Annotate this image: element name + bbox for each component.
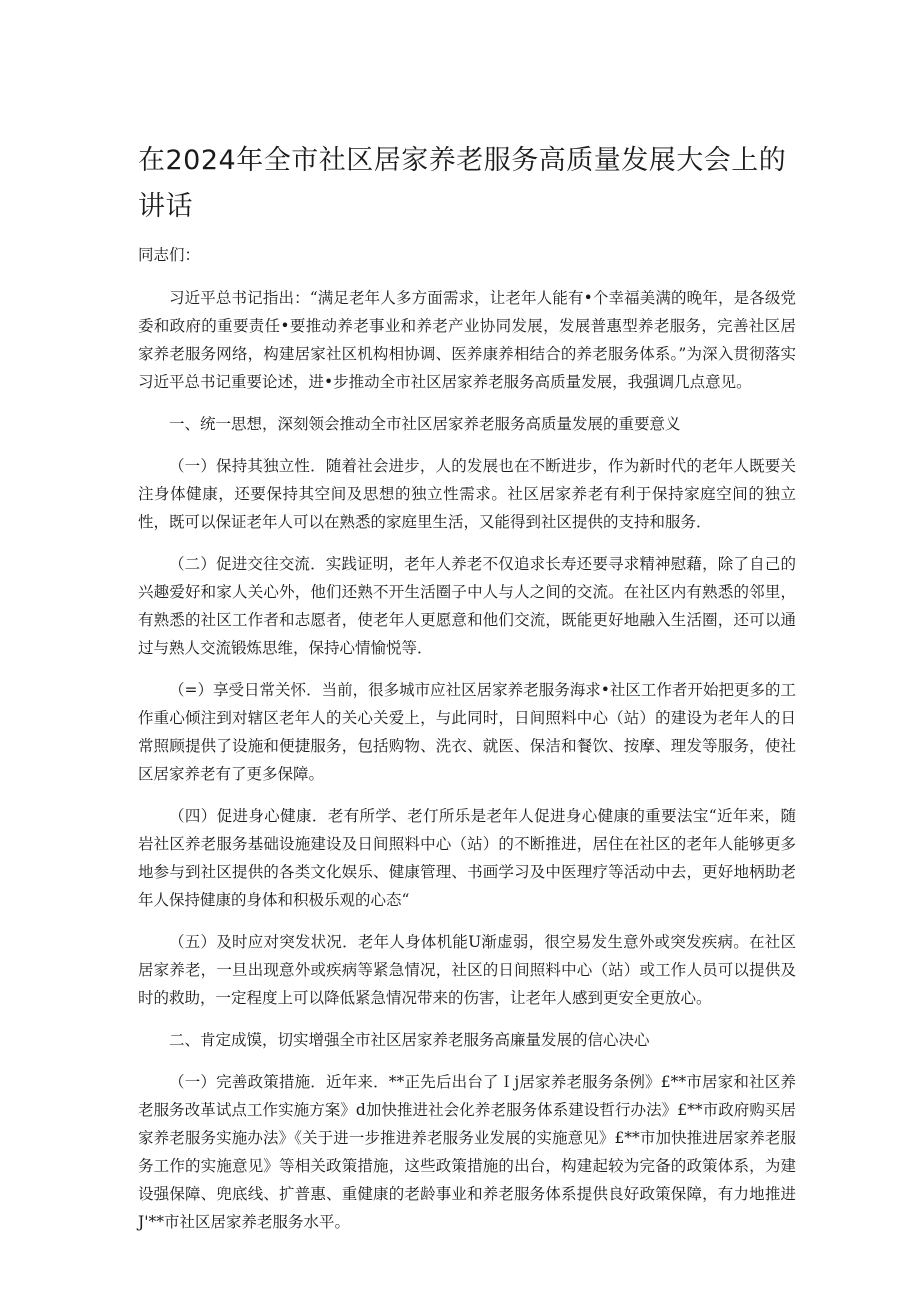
paragraph-2-1: （一）完善政策措施．近年来．**正先后出台了Ｉj居家养老服务条例》£**市居家和社区养老服务改革试点工作实施方案》d加快推进社会化养老服务体系建设哲行办法》£**市政府购买居家养老服务实施办法》《关于进一步推进养老服务业发展的实施意见》£**市加快推进居家养老服务工作的实施意见》等相关政策措施，这些政策措施的出台，构建起较为完备的政策体系，为建设强保障、兜底线、扩普惠、重健康的老龄事业和养老服务体系提供良好政策保障，有力地推进J'**市社区居家养老服务水平。: [138, 1073, 796, 1231]
paragraph-1-5: （五）及时应对突发状况．老年人身体机能U渐虚弱，很空易发生意外或突发疾病。在社区居家养老，一旦出现意外或疾病等紧急情况，社区的日间照料中心（站）或工作人员可以提供及时的救助，一定程度上可以降低紧急情况带来的伤害，让老年人感到更安全更放心。: [138, 933, 796, 1007]
salutation: 同志们：: [138, 246, 201, 264]
intro-paragraph: 习近平总书记指出：“满足老年人多方面需求，让老年人能有•个幸福美满的晚年，是各级党委和政府的重要责任•要推动养老事业和养老产业协同发展，发展普惠型养老服务，完善社区居家养老服务网络，构建居家社区机构相协调、医养康养相结合的养老服务体系。”为深入贯彻落实习近平总书记重要论述，进•步推动全市社区居家养老服务高质量发展，我强调几点意见。: [138, 289, 796, 391]
section-heading-1: 一、统一思想，深刻领会推动全市社区居家养老服务高质量发展的重要意义: [169, 415, 681, 433]
paragraph-1-2: （二）促进交往交流．实践证明，老年人养老不仅追求长寿还要寻求精神慰藉，除了自己的兴趣爱好和家人关心外，他们还熟不开生活圈子中人与人之间的交流。在社区内有熟悉的邻里，有熟悉的社区工作者和志愿者，使老年人更愿意和他们交流，既能更好地融入生活圈，还可以通过与熟人交流锻炼思维，保持心情愉悦等．: [138, 555, 796, 657]
paragraph-1-1: （一）保持其独立性．随着社会进步，人的发展也在不断进步，作为新时代的老年人既要关注身体健康，还要保持其空间及思想的独立性需求。社区居家养老有利于保持家庭空间的独立性，既可以保证老年人可以在熟悉的家庭里生活，又能得到社区提供的支持和服务．: [138, 457, 796, 531]
document-title: 在2024年全市社区居家养老服务高质量发展大会上的讲话: [138, 145, 787, 222]
document-page: [138, 138, 796, 1250]
paragraph-1-4: （四）促进身心健康．老有所学、老仃所乐是老年人促进身心健康的重要法宝“近年来，随岩社区养老服务基础设施建设及日间照料中心（站）的不断推进，居住在社区的老年人能够更多地参与到社区提供的各类文化娱乐、健康管理、书画学习及中医理疗等活动中去，更好地柄助老年人保持健康的身体和积极乐观的心态“: [138, 807, 796, 909]
paragraph-1-3: （=）享受日常关怀．当前，很多城市应社区居家养老服务海求•社区工作者开始把更多的工作重心倾注到对辖区老年人的关心关爱上，与此同时，日间照料中心（站）的建设为老年人的日常照顾提供了设施和便捷服务，包括购物、洗衣、就医、保洁和餐饮、按摩、理发等服务，使社区居家养老有了更多保障。: [138, 681, 796, 783]
section-heading-2: 二、肯定成馍，切实增强全市社区居家养老服务高廉量发展的信心决心: [169, 1031, 650, 1049]
